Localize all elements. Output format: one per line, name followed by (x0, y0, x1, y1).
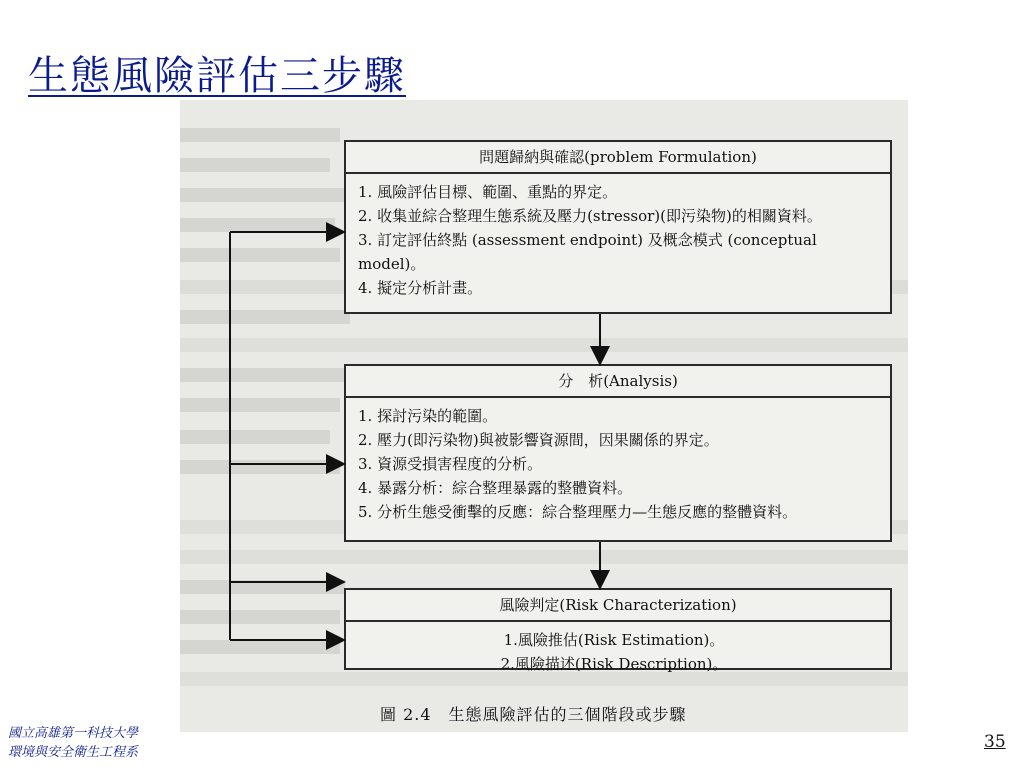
list-item: 1.風險推估(Risk Estimation)。 (503, 631, 725, 649)
flow-arrows (180, 100, 908, 732)
list-item: 5. 分析生態受衝擊的反應：綜合整理壓力—生態反應的整體資料。 (358, 503, 798, 521)
list-item: 3. 訂定評估終點 (assessment endpoint) 及概念模式 (conceptual model)。 (358, 231, 817, 273)
scanned-figure (180, 100, 908, 732)
list-item: 2.風險描述(Risk Description)。 (500, 655, 728, 673)
analysis-title: 分 析(Analysis) (346, 366, 890, 398)
list-item: 1. 探討污染的範圍。 (358, 407, 498, 425)
list-item: 2. 壓力(即污染物)與被影響資源間，因果關係的界定。 (358, 431, 719, 449)
figure-caption: 圖 2.4 生態風險評估的三個階段或步驟 (380, 705, 687, 724)
school-name (8, 724, 138, 762)
school-line-1: 國立高雄第一科技大學 (8, 726, 139, 741)
list-item: 3. 資源受損害程度的分析。 (358, 455, 543, 473)
page-number: 35 (984, 732, 1006, 752)
list-item: 4. 暴露分析：綜合整理暴露的整體資料。 (358, 479, 633, 497)
risk-characterization-title: 風險判定(Risk Characterization) (346, 590, 890, 622)
slide-title: 生態風險評估三步驟 (28, 53, 406, 99)
list-item: 4. 擬定分析計畫。 (358, 279, 483, 297)
list-item: 1. 風險評估目標、範圍、重點的界定。 (358, 183, 618, 201)
school-line-2: 環境與安全衛生工程系 (8, 745, 139, 760)
problem-formulation-title: 問題歸納與確認(problem Formulation) (346, 142, 890, 174)
list-item: 2. 收集並綜合整理生態系統及壓力(stressor)(即污染物)的相關資料。 (358, 207, 822, 225)
